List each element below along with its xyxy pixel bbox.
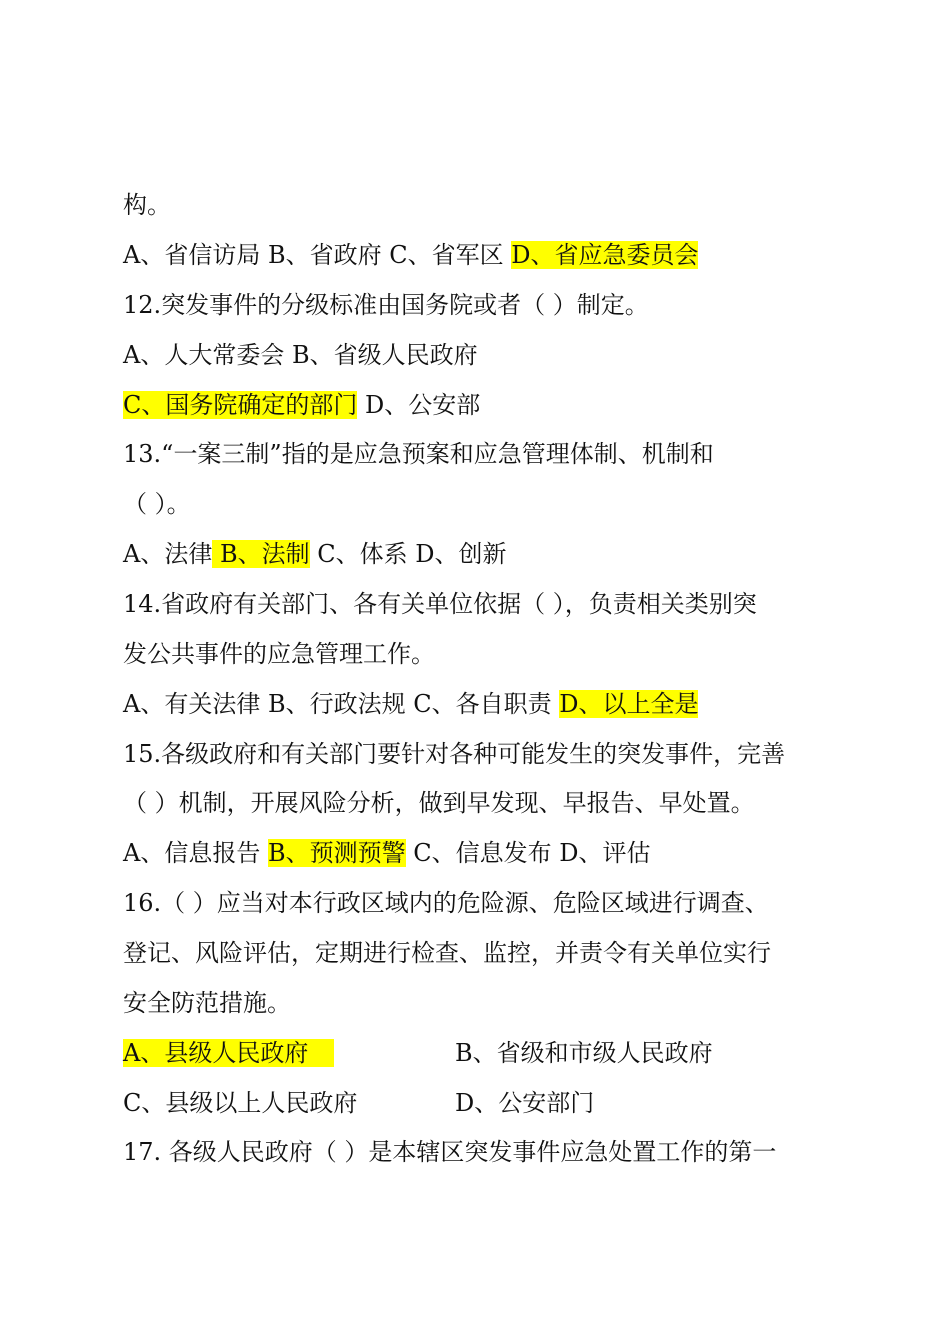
text-line: 登记、风险评估，定期进行检查、监控，并责令有关单位实行 — [123, 939, 771, 967]
highlighted-answer: B、法制 — [212, 540, 310, 568]
text-line: （ ）机制，开展风险分析，做到早发现、早报告、早处置。 — [123, 789, 755, 817]
option-text: A、省信访局 B、省政府 C、省军区 — [123, 241, 512, 269]
option-text: C、信息发布 D、评估 — [405, 839, 651, 867]
highlighted-answer: D、以上全是 — [559, 690, 699, 718]
answer-options-line — [123, 689, 833, 719]
question-16: 16.（ ）应当对本行政区域内的危险源、危险区域进行调查、 — [123, 889, 769, 917]
answer-options-line — [123, 539, 833, 569]
text-line: 构。 — [123, 191, 171, 219]
option-text: A、有关法律 B、行政法规 C、各自职责 — [123, 690, 560, 718]
question-14: 14.省政府有关部门、各有关单位依据（ ），负责相关类别突 — [123, 590, 757, 618]
question-12: 12.突发事件的分级标准由国务院或者（ ）制定。 — [123, 291, 649, 319]
answer-options-line — [123, 1088, 833, 1118]
text-line: 发公共事件的应急管理工作。 — [123, 640, 435, 668]
highlighted-answer: C、国务院确定的部门 — [123, 391, 358, 419]
option-text: D、公安部 — [357, 391, 481, 419]
option-text: C、县级以上人民政府 — [123, 1089, 358, 1117]
answer-options-line — [123, 1038, 833, 1068]
question-15: 15.各级政府和有关部门要针对各种可能发生的突发事件，完善 — [123, 740, 786, 768]
answer-options-line — [123, 240, 833, 270]
text-line: 安全防范措施。 — [123, 989, 291, 1017]
answer-options-line — [123, 390, 833, 420]
highlighted-answer: B、预测预警 — [267, 839, 406, 867]
text-line: （ ）。 — [123, 490, 191, 518]
answer-options-line: A、人大常委会 B、省级人民政府 — [123, 341, 478, 369]
option-text: C、体系 D、创新 — [309, 540, 507, 568]
question-17: 17. 各级人民政府（ ）是本辖区突发事件应急处置工作的第一 — [123, 1138, 777, 1166]
highlighted-answer: D、省应急委员会 — [511, 241, 699, 269]
option-text: A、信息报告 — [123, 839, 268, 867]
option-text: D、公安部门 — [455, 1089, 595, 1117]
highlighted-answer: A、县级人民政府 — [123, 1039, 334, 1067]
option-text: A、法律 — [123, 540, 213, 568]
option-text: B、省级和市级人民政府 — [455, 1039, 713, 1067]
answer-options-line — [123, 838, 833, 868]
question-13: 13.“一案三制”指的是应急预案和应急管理体制、机制和 — [123, 440, 714, 468]
